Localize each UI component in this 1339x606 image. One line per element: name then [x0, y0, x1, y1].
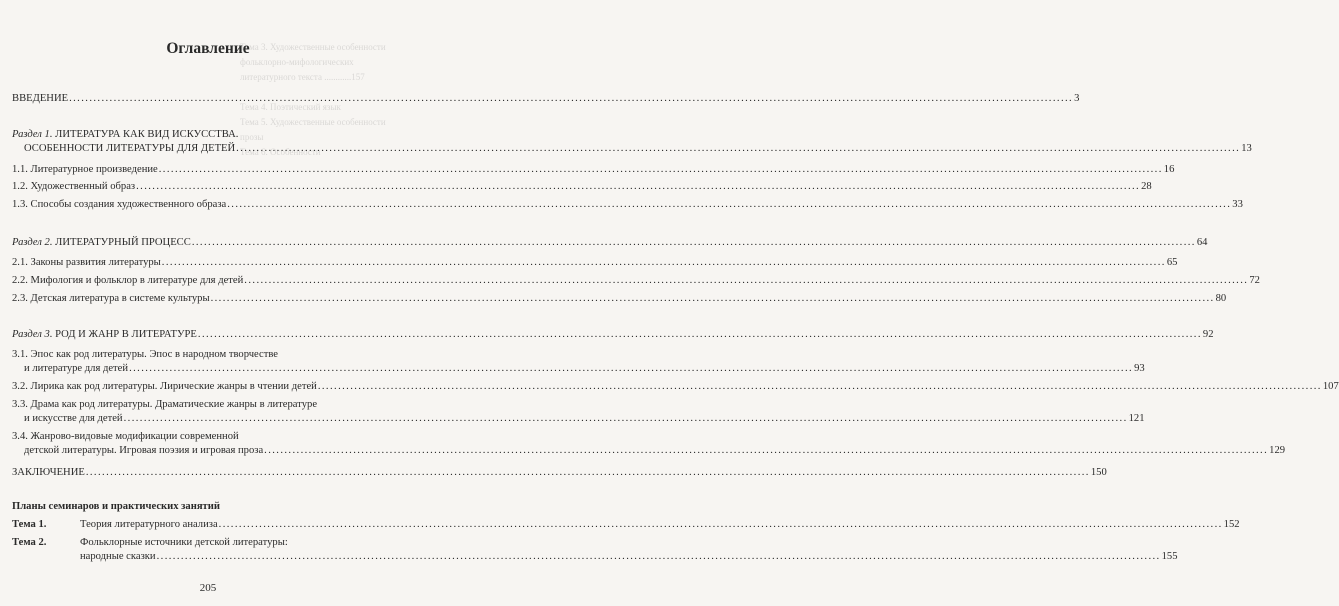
entry-text-continued: и литературе для детей — [24, 363, 129, 374]
leader-dots — [198, 328, 1202, 342]
entry-number: 2.2. — [12, 275, 28, 286]
leader-dots — [136, 180, 1140, 194]
leader-dots — [264, 444, 1268, 458]
toc-entry-2-1[interactable] — [12, 256, 1178, 270]
toc-entry-3-1[interactable] — [12, 348, 1145, 376]
leader-dots — [124, 412, 1128, 426]
entry-text-continued: детской литературы. Игровая поэзия и игровая проза — [24, 445, 264, 456]
toc-section-3[interactable] — [12, 328, 1214, 342]
tema-label: Тема 2. — [12, 537, 47, 548]
toc-entry-3-4[interactable] — [12, 430, 1286, 458]
toc-entry-1-1[interactable] — [12, 163, 1175, 177]
entry-text: Мифология и фольклор в литературе для детей — [30, 275, 244, 286]
leader-dots — [159, 163, 1163, 177]
leader-dots — [211, 292, 1215, 306]
entry-text: Лирика как род литературы. Лирические жанры в чтении детей — [30, 381, 317, 392]
toc-section-1[interactable] — [12, 128, 1252, 156]
toc-entry-label: ВВЕДЕНИЕ — [12, 93, 69, 104]
entry-number: 1.1. — [12, 164, 28, 175]
section-title-line1: ЛИТЕРАТУРА КАК ВИД ИСКУССТВА. — [55, 129, 239, 140]
entry-number: 3.1. — [12, 349, 28, 360]
section-prefix: Раздел 1. — [12, 129, 53, 140]
entry-text: Законы развития литературы — [30, 257, 161, 268]
section-prefix: Раздел 2. — [12, 237, 53, 248]
toc-page-number: 64 — [1196, 237, 1208, 248]
toc-entry-tema-1[interactable] — [12, 518, 1240, 532]
leader-dots — [69, 92, 1073, 106]
entry-number: 2.3. — [12, 293, 28, 304]
toc-entry-1-3[interactable] — [12, 198, 1243, 212]
leader-dots — [318, 380, 1322, 394]
toc-page-number: 13 — [1241, 143, 1252, 154]
toc-page-number: 65 — [1166, 257, 1178, 268]
toc-page-number: 3 — [1074, 93, 1080, 104]
toc-entry-1-2[interactable] — [12, 180, 1152, 194]
leader-dots — [227, 198, 1231, 212]
section-title: ЛИТЕРАТУРНЫЙ ПРОЦЕСС — [55, 237, 191, 248]
leader-dots — [192, 236, 1196, 250]
leader-dots — [219, 518, 1223, 532]
leader-dots — [86, 466, 1090, 480]
bleed-through-text: Тема 3. Художественные особенности фольклорно-мифологических литературного текста ............157 Тема 4. Поэтический язык Тема 5. Художественные особенности прозы Тема 6. Особенности — [240, 42, 386, 157]
section-title-line2: ОСОБЕННОСТИ ЛИТЕРАТУРЫ ДЛЯ ДЕТЕЙ — [24, 143, 236, 154]
entry-text-continued: народные сказки — [80, 551, 156, 562]
toc-entry-2-3[interactable] — [12, 292, 1227, 306]
toc-entry-label: ЗАКЛЮЧЕНИЕ — [12, 467, 85, 478]
toc-entry-conclusion[interactable] — [12, 466, 1107, 480]
entry-number: 1.3. — [12, 199, 28, 210]
toc-page-number: 93 — [1134, 363, 1145, 374]
toc-entry-tema-2[interactable] — [12, 536, 1178, 564]
leader-dots — [157, 550, 1161, 564]
entry-number: 2.1. — [12, 257, 28, 268]
entry-text: Детская литература в системе культуры — [30, 293, 210, 304]
entry-text: Эпос как род литературы. Эпос в народном творчестве — [30, 349, 278, 360]
entry-text: Художественный образ — [30, 181, 136, 192]
section-title: РОД И ЖАНР В ЛИТЕРАТУРЕ — [55, 329, 197, 340]
toc-page-number: 33 — [1232, 199, 1243, 210]
entry-text: Драма как род литературы. Драматические жанры в литературе — [30, 399, 318, 410]
toc-page-number: 121 — [1128, 413, 1145, 424]
tema-label: Тема 1. — [12, 519, 47, 530]
entry-text: Жанрово-видовые модификации современной — [30, 431, 239, 442]
entry-text-continued: и искусстве для детей — [24, 413, 123, 424]
toc-section-2[interactable] — [12, 236, 1208, 250]
entry-number: 1.2. — [12, 181, 28, 192]
toc-entry-3-2[interactable] — [12, 380, 1339, 394]
page-number: 205 — [199, 582, 217, 594]
entry-number: 3.3. — [12, 399, 28, 410]
leader-dots — [236, 142, 1240, 156]
entry-number: 3.2. — [12, 381, 28, 392]
entry-text: Теория литературного анализа — [80, 519, 218, 530]
entry-text: Способы создания художественного образа — [30, 199, 227, 210]
page-title: Оглавление — [166, 40, 250, 57]
toc-entry-intro[interactable] — [12, 92, 1080, 106]
toc-page-number: 28 — [1141, 181, 1152, 192]
toc-page-number: 80 — [1215, 293, 1227, 304]
toc-entry-2-2[interactable] — [12, 274, 1260, 288]
leader-dots — [162, 256, 1166, 270]
leader-dots — [244, 274, 1248, 288]
toc-entry-3-3[interactable] — [12, 398, 1145, 426]
toc-page-number: 155 — [1161, 551, 1178, 562]
seminars-heading: Планы семинаров и практических занятий — [12, 501, 220, 512]
entry-number: 3.4. — [12, 431, 28, 442]
toc-page-number: 107 — [1322, 381, 1339, 392]
toc-page-number: 72 — [1249, 275, 1260, 286]
entry-text: Фольклорные источники детской литературы: — [80, 537, 288, 548]
toc-page-number: 150 — [1090, 467, 1107, 478]
toc-page-number: 129 — [1269, 445, 1286, 456]
toc-page-number: 16 — [1163, 164, 1175, 175]
toc-page-number: 92 — [1202, 329, 1214, 340]
entry-text: Литературное произведение — [30, 164, 158, 175]
leader-dots — [129, 362, 1133, 376]
toc-page-number: 152 — [1223, 519, 1240, 530]
section-prefix: Раздел 3. — [12, 329, 53, 340]
